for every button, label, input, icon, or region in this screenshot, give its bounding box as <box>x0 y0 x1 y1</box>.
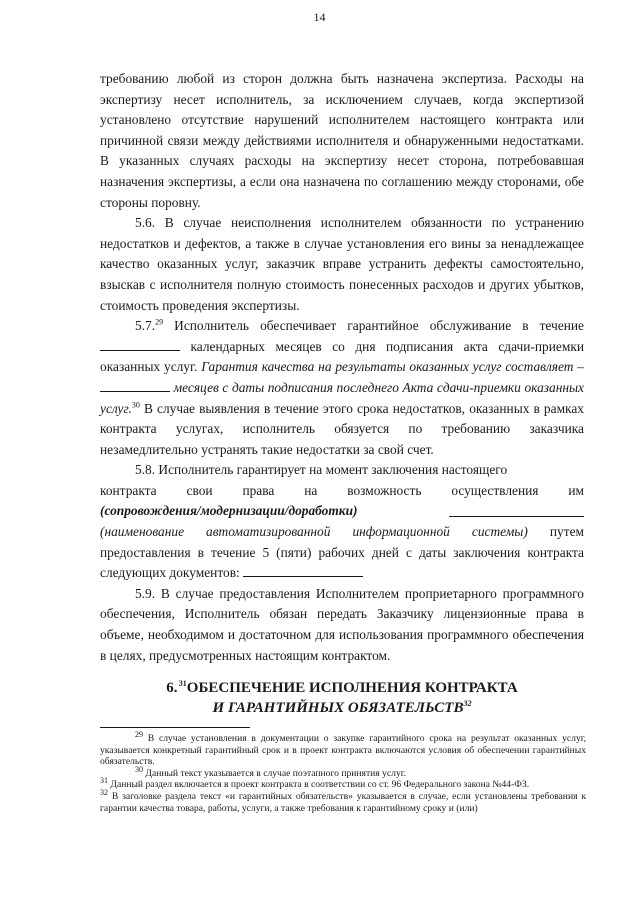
footnotes <box>100 729 586 814</box>
bold-italic-text: (сопровождения/модернизации/доработки) <box>100 503 358 519</box>
clause-number: 5.7. <box>135 318 156 334</box>
footnote-32: $^{32}$ В заголовке раздела текст «и гарантийных обязательств» указывается в случае, если установлены требования к гарантии качества товара, работы, услуги, а также требования к гарантийному сроку и (или) <box>100 787 586 814</box>
footnote-ref: 29 <box>155 317 164 327</box>
paragraph-expertise: требованию любой из сторон должна быть назначена экспертиза. Расходы на экспертизу несет исполнитель, за исключением случаев, когда экспертизой установлено отсутствие нарушений исполнителем настоящего контракта или причинной связи между действиями исполнителя и обнаруженными недостатками. В указанных случаях расходы на экспертизу несет сторона, потребовавшая назначения экспертизы, а если она назначена по соглашению между сторонами, обе стороны поровну. <box>100 71 584 210</box>
word: возможность <box>347 482 422 498</box>
blank-field[interactable] <box>100 380 170 392</box>
paragraph-5-9: 5.9. В случае предоставления Исполнителем проприетарного программного обеспечения, Исполнитель обязан передать Заказчику лицензионные права в объеме, необходимом и достаточном для использования программного обеспечения в целях, предусмотренных настоящим контрактом. <box>100 585 584 663</box>
clause-text: Исполнитель обеспечивает гарантийное обслуживание в течение <box>163 318 584 334</box>
italic-text: Гарантия качества на результаты оказанных услуг составляет – <box>201 359 584 375</box>
italic-text: (наименование автоматизированной информационной системы) <box>100 524 528 540</box>
paragraph-5-8-line1: 5.8. Исполнитель гарантирует на момент заключения настоящего <box>135 462 508 478</box>
blank-field[interactable] <box>243 565 363 577</box>
word: контракта <box>100 482 157 498</box>
word: им <box>568 482 584 498</box>
clause-text: путем предоставления в течение 5 (пяти) рабочих дней с даты заключения контракта следующих документов: <box>100 524 584 581</box>
paragraph-5-8-line2 <box>100 481 584 502</box>
page-number: 14 <box>313 10 326 24</box>
clause-text: В случае выявления в течение этого срока недостатков, оказанных в рамках контракта услугах, исполнитель обязуется по требованию заказчика незамедлительно устранять такие недостатки за свой счет. <box>100 400 584 457</box>
section-heading <box>100 678 584 718</box>
heading-line-2: И ГАРАНТИЙНЫХ ОБЯЗАТЕЛЬСТВ$^{32}$ <box>212 699 472 716</box>
footnote-30: $^{30}$ Данный текст указывается в случае поэтапного принятия услуг. <box>135 764 406 779</box>
blank-field[interactable] <box>100 339 180 351</box>
word: свои <box>186 482 213 498</box>
word: права <box>242 482 275 498</box>
italic-text: месяцев с даты подписания последнего Акта сдачи-приемки оказанных услуг. <box>100 379 584 416</box>
footnote-ref: 32 <box>463 699 472 708</box>
footnote-29: $^{29}$ В случае установления в документации о закупке гарантийного срока на результат оказанных услуг, указывается конкретный гарантийный срок и в проект контракта включаются условия об обеспечении гарантийных обязательств. <box>100 729 586 768</box>
paragraph-5-6: 5.6. В случае неисполнения исполнителем обязанности по устранению недостатков и дефектов, а также в случае установления его вины за ненадлежащее качество оказанных услуг, заказчик вправе устранить дефекты самостоятельно, взыскав с исполнителя полную стоимость понесенных расходов и других убытков, стоимость проведения экспертизы. <box>100 215 584 313</box>
paragraph-5-8-line3 <box>100 501 584 522</box>
word: на <box>304 482 318 498</box>
footnote-ref: 31 <box>178 679 187 688</box>
document-body <box>100 69 584 666</box>
word: осуществления <box>451 482 539 498</box>
clause-text: календарных месяцев со дня подписания акта сдачи-приемки оказанных услуг. <box>100 338 584 375</box>
footnote-ref: 30 <box>131 400 140 410</box>
blank-field[interactable] <box>449 505 584 517</box>
paragraph-5-7 <box>100 316 584 460</box>
footnote-31: $^{31}$ Данный раздел включается в проект контракта в соответствии со ст. 96 Федерального закона №44-ФЗ. <box>100 776 530 791</box>
heading-line-1: 6. $^{31}$ОБЕСПЕЧЕНИЕ ИСПОЛНЕНИЯ КОНТРАКТА <box>166 679 518 696</box>
footnote-separator <box>100 727 250 728</box>
paragraph-5-8-rest <box>100 522 584 584</box>
